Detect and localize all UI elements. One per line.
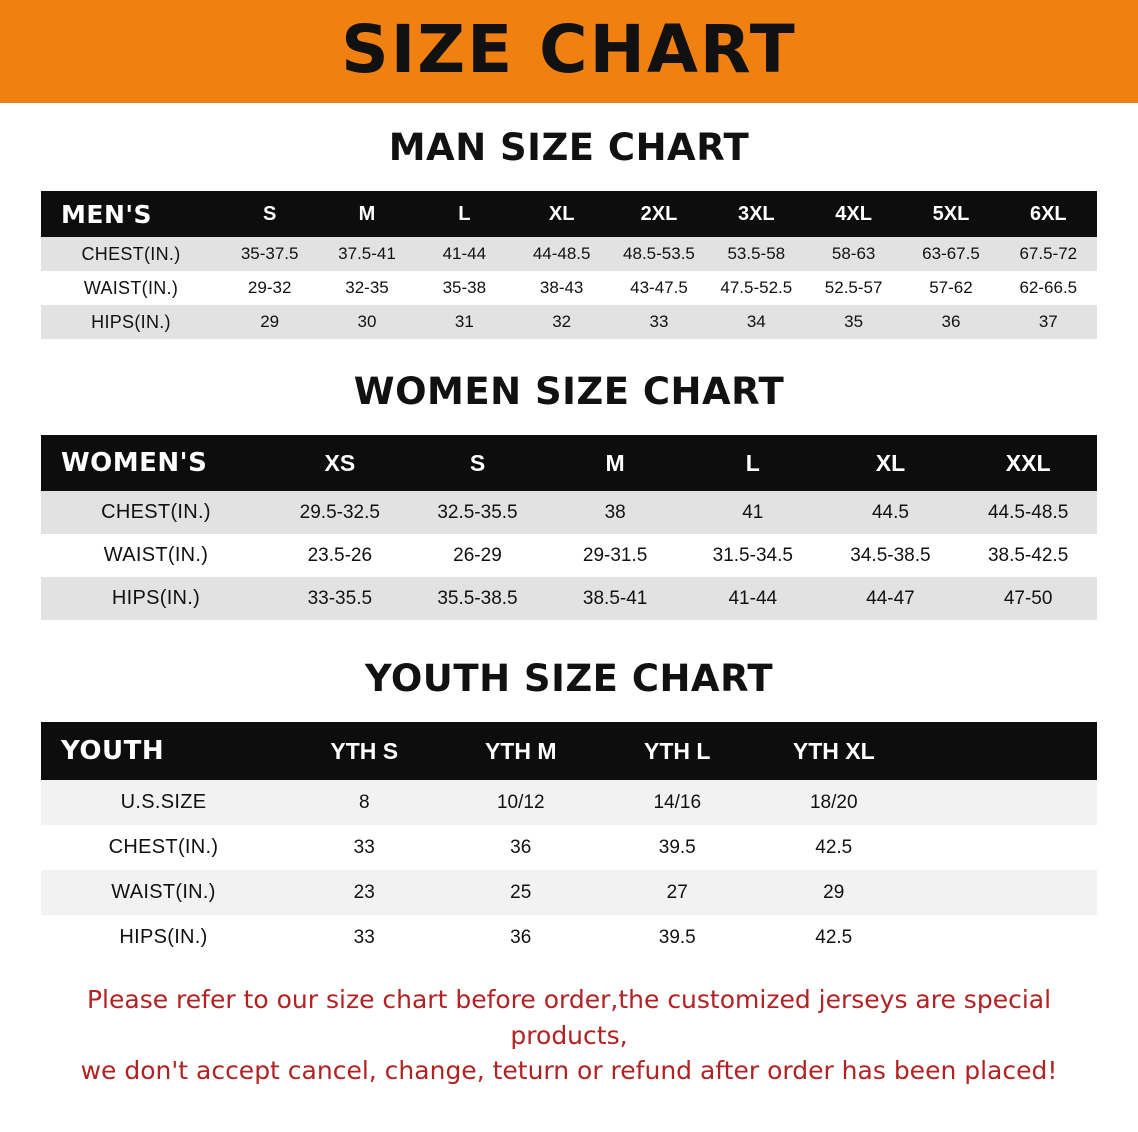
column-header: 5XL: [932, 202, 970, 225]
row-label: WAIST(IN.): [103, 544, 209, 566]
table-cell: 27: [666, 881, 688, 903]
page-title: SIZE CHART: [341, 10, 797, 88]
women-table-wrap: [41, 435, 1097, 620]
table-cell: 31.5-34.5: [712, 544, 793, 566]
man-table-wrap: [41, 191, 1097, 339]
table-cell: 39.5: [658, 926, 696, 948]
column-header: L: [745, 449, 760, 476]
table-row: [41, 271, 1097, 305]
table-cell: 58-63: [831, 244, 876, 263]
spacer-cell: [912, 870, 1097, 915]
table-cell: 36: [510, 836, 532, 858]
column-header: M: [358, 202, 376, 225]
table-header-row: [41, 191, 1097, 237]
column-header: WOMEN'S: [61, 448, 208, 478]
table-cell: 44-47: [866, 587, 915, 609]
table-row: [41, 780, 1097, 825]
table-cell: 39.5: [658, 836, 696, 858]
table-cell: 35.5-38.5: [437, 587, 518, 609]
table-row: [41, 825, 1097, 870]
row-label: HIPS(IN.): [119, 926, 208, 948]
column-header: S: [262, 202, 277, 225]
table-cell: 57-62: [929, 278, 973, 297]
table-row: [41, 534, 1097, 577]
spacer-cell: [912, 825, 1097, 870]
column-header: 6XL: [1029, 202, 1067, 225]
table-cell: 34: [746, 312, 766, 331]
table-cell: 44.5-48.5: [987, 501, 1069, 523]
table-cell: 32: [552, 312, 572, 331]
column-header: L: [458, 202, 471, 225]
column-header: YTH S: [330, 737, 399, 764]
row-label: U.S.SIZE: [120, 791, 207, 813]
table-cell: 35-38: [442, 278, 487, 297]
table-cell: 25: [510, 881, 532, 903]
table-row: [41, 577, 1097, 620]
column-header: YTH XL: [792, 737, 875, 764]
table-cell: 38.5-41: [582, 587, 648, 609]
table-cell: 18/20: [809, 791, 858, 813]
table-cell: 41: [742, 501, 764, 523]
column-header: M: [605, 449, 625, 476]
spacer-cell: [912, 780, 1097, 825]
table-cell: 32.5-35.5: [437, 501, 518, 523]
column-header: XS: [324, 449, 356, 476]
banner: [0, 0, 1138, 103]
spacer-cell: [912, 915, 1097, 960]
table-cell: 47.5-52.5: [720, 278, 793, 297]
column-header: MEN'S: [61, 199, 153, 229]
table-cell: 35: [844, 312, 864, 331]
row-label: CHEST(IN.): [101, 501, 211, 523]
table-cell: 48.5-53.5: [623, 244, 695, 263]
table-cell: 30: [357, 312, 377, 331]
column-header: S: [469, 449, 486, 476]
row-label: HIPS(IN.): [91, 311, 171, 332]
table-cell: 52.5-57: [824, 278, 883, 297]
table-cell: 34.5-38.5: [850, 544, 931, 566]
table-cell: 10/12: [496, 791, 545, 813]
table-cell: 33-35.5: [307, 587, 373, 609]
table-cell: 14/16: [653, 791, 702, 813]
footer-note-line-1: Please refer to our size chart before order,the customized jerseys are special products,: [86, 985, 1052, 1050]
table-cell: 36: [510, 926, 532, 948]
table-cell: 29-31.5: [582, 544, 648, 566]
spacer-cell: [912, 722, 1097, 780]
table-cell: 37.5-41: [338, 244, 396, 263]
table-cell: 33: [649, 312, 669, 331]
table-cell: 42.5: [815, 836, 853, 858]
table-cell: 41-44: [442, 244, 487, 263]
table-cell: 63-67.5: [922, 244, 980, 263]
footer-note-line-2: we don't accept cancel, change, teturn or refund after order has been placed!: [80, 1056, 1058, 1085]
man-section-heading: MAN SIZE CHART: [388, 126, 750, 169]
row-label: CHEST(IN.): [81, 243, 181, 264]
column-header: 3XL: [737, 202, 775, 225]
column-header: YTH M: [484, 737, 557, 764]
youth-size-table: [41, 722, 1097, 960]
table-cell: 23: [353, 881, 375, 903]
row-label: HIPS(IN.): [111, 587, 201, 609]
table-header-row: [41, 435, 1097, 491]
table-row: [41, 870, 1097, 915]
table-cell: 29: [823, 881, 845, 903]
table-cell: 38: [604, 501, 626, 523]
footer-note: [39, 982, 1099, 1089]
table-row: [41, 491, 1097, 534]
table-cell: 8: [358, 791, 370, 813]
table-cell: 33: [353, 836, 375, 858]
column-header: 4XL: [835, 202, 872, 225]
man-size-table: [41, 191, 1097, 339]
column-header: YTH L: [644, 737, 711, 764]
table-cell: 29.5-32.5: [299, 501, 380, 523]
women-size-table: [41, 435, 1097, 620]
table-cell: 38.5-42.5: [987, 544, 1069, 566]
column-header: YOUTH: [61, 736, 165, 766]
table-cell: 23.5-26: [307, 544, 373, 566]
table-cell: 29: [260, 312, 280, 331]
column-header: XL: [548, 202, 575, 225]
table-cell: 47-50: [1003, 587, 1053, 609]
table-cell: 32-35: [345, 278, 389, 297]
table-cell: 44.5: [871, 501, 909, 523]
table-cell: 35-37.5: [240, 244, 299, 263]
table-cell: 44-48.5: [532, 244, 591, 263]
row-label: CHEST(IN.): [108, 836, 219, 858]
youth-table-wrap: [41, 722, 1097, 960]
table-cell: 33: [353, 926, 375, 948]
table-row: [41, 305, 1097, 339]
table-cell: 36: [941, 312, 961, 331]
row-label: WAIST(IN.): [83, 277, 179, 298]
table-cell: 62-66.5: [1019, 278, 1078, 297]
table-header-row: [41, 722, 1097, 780]
table-cell: 31: [454, 312, 474, 331]
table-row: [41, 915, 1097, 960]
youth-section-heading: YOUTH SIZE CHART: [364, 657, 774, 700]
column-header: XL: [875, 449, 906, 476]
row-label: WAIST(IN.): [111, 881, 216, 903]
table-cell: 26-29: [453, 544, 502, 566]
table-row: [41, 237, 1097, 271]
table-cell: 67.5-72: [1019, 244, 1078, 263]
table-cell: 41-44: [728, 587, 778, 609]
table-cell: 37: [1038, 312, 1058, 331]
column-header: 2XL: [640, 202, 678, 225]
table-cell: 53.5-58: [727, 244, 786, 263]
table-cell: 43-47.5: [630, 278, 688, 297]
table-cell: 38-43: [539, 278, 584, 297]
column-header: XXL: [1005, 449, 1051, 476]
women-section-heading: WOMEN SIZE CHART: [353, 370, 785, 413]
table-cell: 42.5: [815, 926, 853, 948]
table-cell: 29-32: [247, 278, 292, 297]
